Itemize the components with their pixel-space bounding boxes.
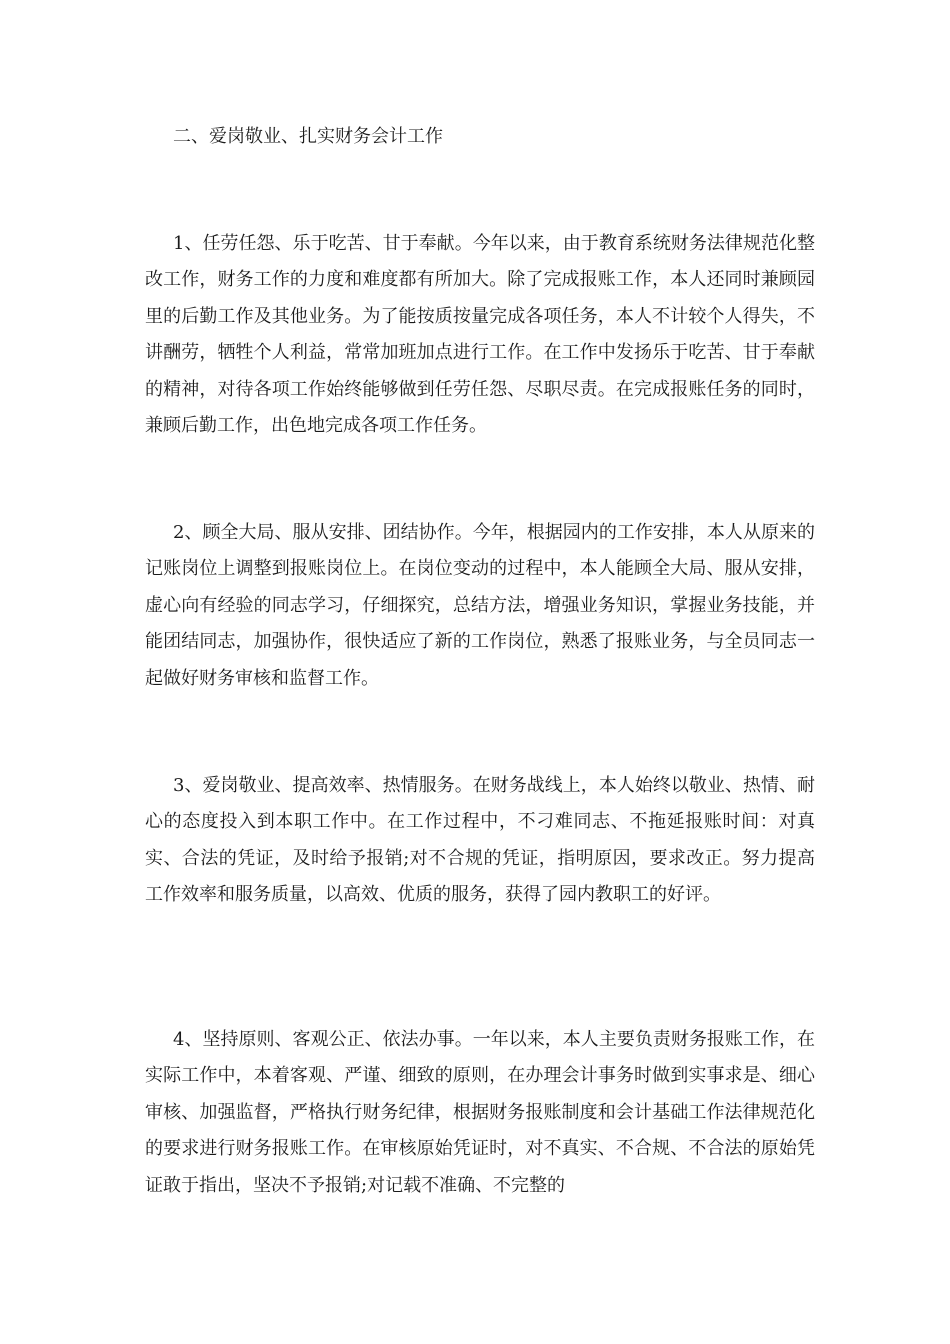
section-heading: 二、爱岗敬业、扎实财务会计工作 (173, 126, 443, 147)
paragraph-2: 2、顾全大局、服从安排、团结协作。今年，根据园内的工作安排，本人从原来的记账岗位上调整到报账岗位上。在岗位变动的过程中，本人能顾全大局、服从安排，虚心向有经验的同志学习，仔细探究，总结方法，增强业务知识，掌握业务技能，并能团结同志，加强协作，很快适应了新的工作岗位，熟悉了报账业务，与全员同志一起做好财务审核和监督工作。 (145, 522, 815, 689)
paragraph-4: 4、坚持原则、客观公正、依法办事。一年以来，本人主要负责财务报账工作，在实际工作中，本着客观、严谨、细致的原则，在办理会计事务时做到实事求是、细心审核、加强监督，严格执行财务纪律，根据财务报账制度和会计基础工作法律规范化的要求进行财务报账工作。在审核原始凭证时，对不真实、不合规、不合法的原始凭证敢于指出，坚决不予报销;对记载不准确、不完整的 (145, 1029, 815, 1196)
paragraph-1: 1、任劳任怨、乐于吃苦、甘于奉献。今年以来，由于教育系统财务法律规范化整改工作，财务工作的力度和难度都有所加大。除了完成报账工作，本人还同时兼顾园里的后勤工作及其他业务。为了能按质按量完成各项任务，本人不计较个人得失，不讲酬劳，牺牲个人利益，常常加班加点进行工作。在工作中发扬乐于吃苦、甘于奉献的精神，对待各项工作始终能够做到任劳任怨、尽职尽责。在完成报账任务的同时，兼顾后勤工作，出色地完成各项工作任务。 (145, 233, 815, 437)
paragraph-3: 3、爱岗敬业、提高效率、热情服务。在财务战线上，本人始终以敬业、热情、耐心的态度投入到本职工作中。在工作过程中，不刁难同志、不拖延报账时间：对真实、合法的凭证，及时给予报销;对不合规的凭证，指明原因，要求改正。努力提高工作效率和服务质量，以高效、优质的服务，获得了园内教职工的好评。 (145, 775, 815, 906)
